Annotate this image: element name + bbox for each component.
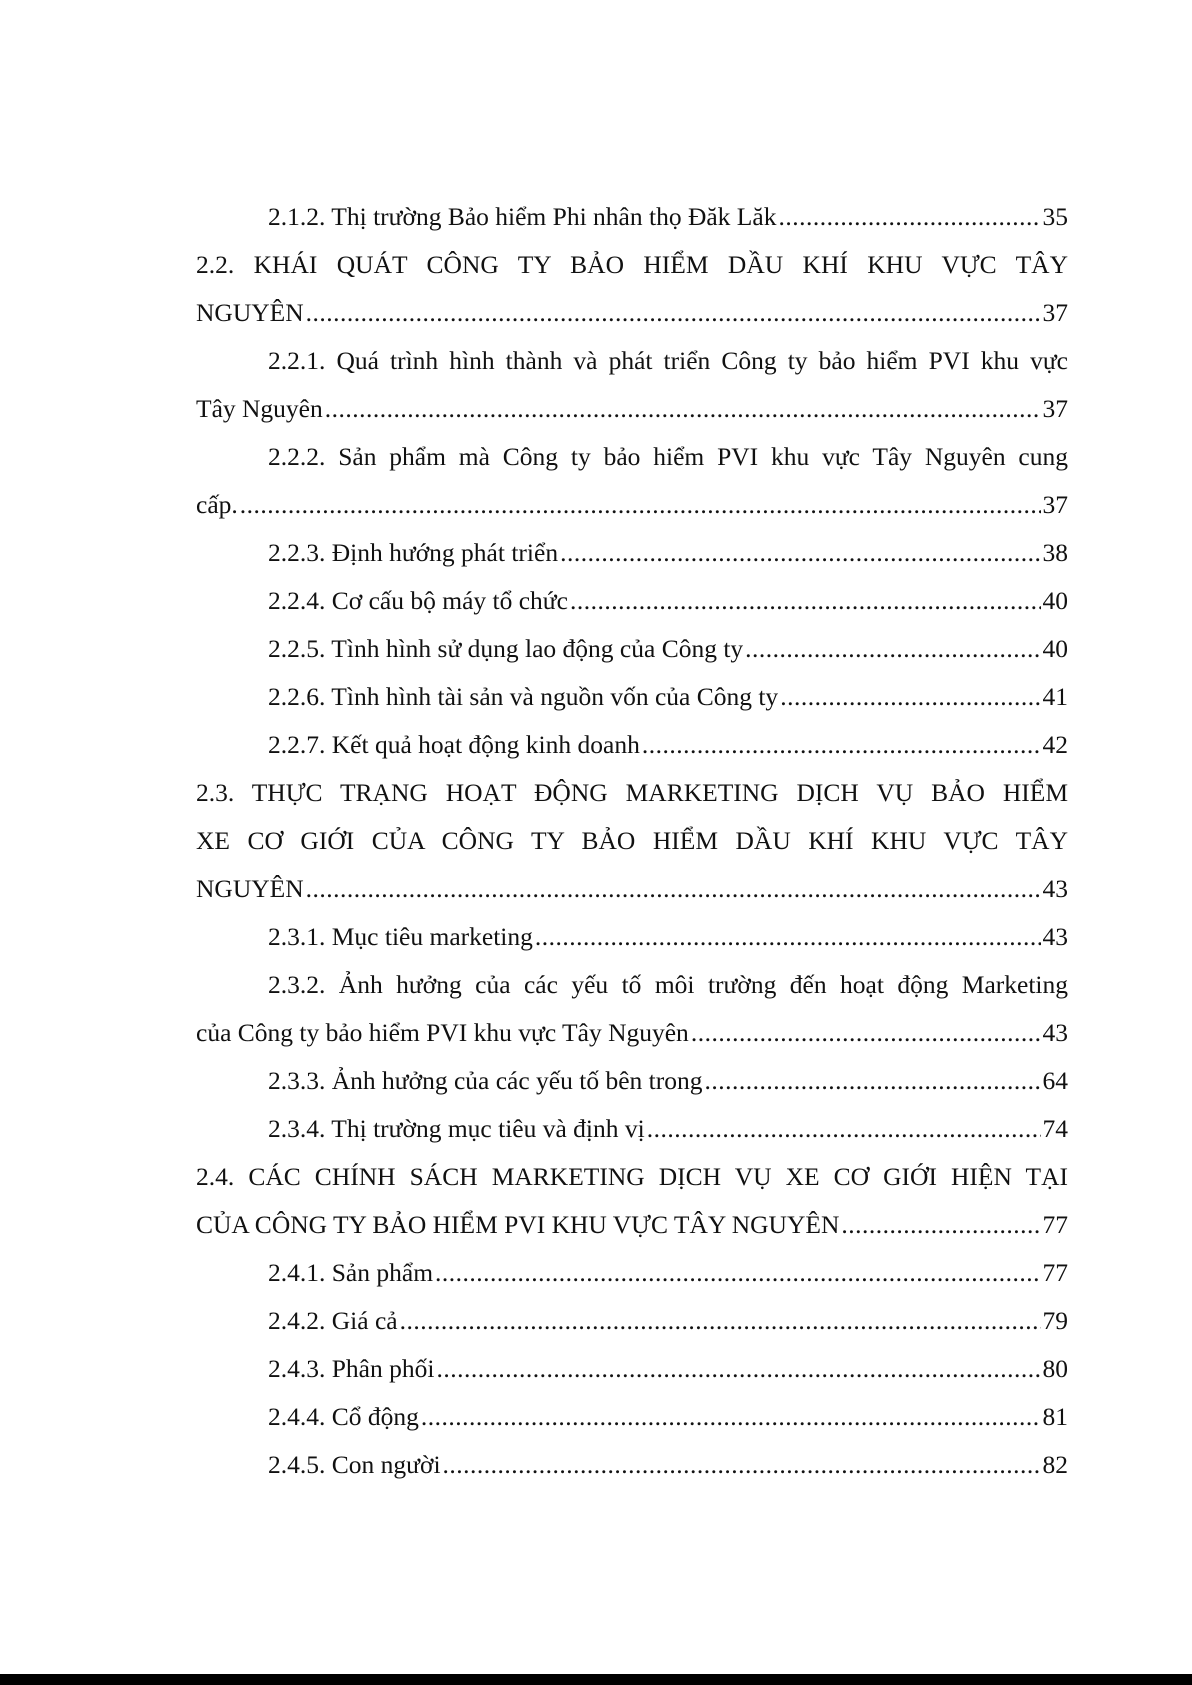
toc-entry-title: CỦA CÔNG TY BẢO HIỂM PVI KHU VỰC TÂY NGUYÊN (196, 1210, 840, 1239)
toc-entry-2-2-line (196, 241, 1068, 289)
toc-leader-dots (745, 625, 1040, 673)
toc-entry-2-2-2-line (196, 433, 1068, 481)
toc-page-number: 43 (1042, 922, 1068, 951)
toc-leader-dots (436, 1345, 1040, 1393)
toc-entry-2-4-5[interactable] (196, 1441, 1068, 1489)
toc-entry-title: 2.2.3. Định hướng phát triển (268, 538, 559, 567)
toc-entry-title: của Công ty bảo hiểm PVI khu vực Tây Nguyên (196, 1018, 689, 1047)
toc-entry-2-3-3[interactable] (196, 1057, 1068, 1105)
toc-entry-title: 2.4.2. Giá cả (268, 1306, 398, 1335)
toc-entry-2-3-line (196, 817, 1068, 865)
toc-entry-2-4-line (196, 1153, 1068, 1201)
toc-entry-2-2-3[interactable] (196, 529, 1068, 577)
toc-page-number: 81 (1042, 1402, 1068, 1431)
toc-page-number: 64 (1042, 1066, 1068, 1095)
toc-entry-title: 2.4.5. Con người (268, 1450, 441, 1479)
table-of-contents (196, 193, 1068, 1489)
toc-leader-dots (306, 865, 1041, 913)
toc-page-number: 43 (1042, 1018, 1068, 1047)
toc-entry-title: Tây Nguyên (196, 394, 323, 423)
toc-entry-2-2-1-line (196, 337, 1068, 385)
toc-entry-title: 2.3.1. Mục tiêu marketing (268, 922, 533, 951)
toc-entry-title: 2.1.2. Thị trường Bảo hiểm Phi nhân thọ Đăk Lăk (268, 202, 777, 231)
toc-leader-dots (443, 1441, 1041, 1489)
toc-page-number: 37 (1042, 298, 1068, 327)
toc-entry-2-4-3[interactable] (196, 1345, 1068, 1393)
toc-entry-2-2-5[interactable] (196, 625, 1068, 673)
toc-leader-dots (435, 1249, 1040, 1297)
toc-entry-2-3-1[interactable] (196, 913, 1068, 961)
toc-page-number: 77 (1042, 1258, 1068, 1287)
toc-page-number: 40 (1042, 586, 1068, 615)
toc-entry-2-2-2[interactable] (196, 481, 1068, 529)
toc-leader-dots (647, 1105, 1041, 1153)
toc-leader-dots (778, 193, 1040, 241)
toc-entry-title: 2.3.4. Thị trường mục tiêu và định vị (268, 1114, 645, 1143)
toc-entry-2-3-2[interactable] (196, 1009, 1068, 1057)
toc-entry-title: 2.4.4. Cổ động (268, 1402, 419, 1431)
page-bottom-border (0, 1674, 1192, 1685)
toc-entry-2-3-4[interactable] (196, 1105, 1068, 1153)
toc-entry-2-4[interactable] (196, 1201, 1068, 1249)
toc-leader-dots (306, 289, 1041, 337)
toc-page-number: 80 (1042, 1354, 1068, 1383)
toc-page-number: 74 (1042, 1114, 1068, 1143)
toc-leader-dots (642, 721, 1041, 769)
toc-entry-title: 2.3. THỰC TRẠNG HOẠT ĐỘNG MARKETING DỊCH VỤ BẢO HIỂM (196, 778, 1068, 807)
toc-entry-title: 2.2.4. Cơ cấu bộ máy tổ chức (268, 586, 568, 615)
toc-leader-dots (421, 1393, 1041, 1441)
toc-leader-dots (325, 385, 1041, 433)
toc-entry-2-4-1[interactable] (196, 1249, 1068, 1297)
toc-entry-title: NGUYÊN (196, 298, 304, 327)
toc-page-number: 42 (1042, 730, 1068, 759)
toc-entry-2-2-6[interactable] (196, 673, 1068, 721)
toc-entry-title: 2.3.2. Ảnh hưởng của các yếu tố môi trường đến hoạt động Marketing (268, 970, 1068, 999)
toc-leader-dots (704, 1057, 1040, 1105)
toc-entry-2-4-4[interactable] (196, 1393, 1068, 1441)
toc-page-number: 37 (1042, 394, 1068, 423)
toc-page-number: 40 (1042, 634, 1068, 663)
toc-page-number: 79 (1042, 1306, 1068, 1335)
toc-page-number: 77 (1042, 1210, 1068, 1239)
toc-page-number: 38 (1042, 538, 1068, 567)
toc-entry-title: 2.4.1. Sản phẩm (268, 1258, 434, 1287)
toc-page-number: 35 (1042, 202, 1068, 231)
toc-entry-title: 2.2.7. Kết quả hoạt động kinh doanh (268, 730, 640, 759)
toc-leader-dots (240, 481, 1041, 529)
toc-entry-title: 2.2.1. Quá trình hình thành và phát triển Công ty bảo hiểm PVI khu vực (268, 346, 1068, 375)
toc-entry-title: 2.3.3. Ảnh hưởng của các yếu tố bên trong (268, 1066, 703, 1095)
toc-entry-2-2-1[interactable] (196, 385, 1068, 433)
toc-entry-2-3-line (196, 769, 1068, 817)
toc-entry-title: 2.4.3. Phân phối (268, 1354, 435, 1383)
toc-entry-2-4-2[interactable] (196, 1297, 1068, 1345)
toc-leader-dots (780, 673, 1040, 721)
toc-entry-2-2-7[interactable] (196, 721, 1068, 769)
toc-entry-title: 2.2.6. Tình hình tài sản và nguồn vốn của Công ty (268, 682, 779, 711)
toc-entry-2-3-2-line (196, 961, 1068, 1009)
toc-leader-dots (570, 577, 1041, 625)
toc-entry-title: 2.2.5. Tình hình sử dụng lao động của Công ty (268, 634, 744, 663)
toc-leader-dots (841, 1201, 1040, 1249)
toc-entry-title: cấp. (196, 490, 238, 519)
toc-leader-dots (691, 1009, 1041, 1057)
toc-entry-2-2-4[interactable] (196, 577, 1068, 625)
toc-entry-2-3[interactable] (196, 865, 1068, 913)
toc-page-number: 82 (1042, 1450, 1068, 1479)
toc-entry-title: 2.2. KHÁI QUÁT CÔNG TY BẢO HIỂM DẦU KHÍ KHU VỰC TÂY (196, 250, 1068, 279)
toc-entry-title: XE CƠ GIỚI CỦA CÔNG TY BẢO HIỂM DẦU KHÍ KHU VỰC TÂY (196, 826, 1068, 855)
toc-entry-title: NGUYÊN (196, 874, 304, 903)
toc-page-number: 37 (1042, 490, 1068, 519)
toc-entry-title: 2.4. CÁC CHÍNH SÁCH MARKETING DỊCH VỤ XE CƠ GIỚI HIỆN TẠI (196, 1162, 1068, 1191)
toc-leader-dots (560, 529, 1040, 577)
toc-entry-2-2[interactable] (196, 289, 1068, 337)
toc-page-number: 41 (1042, 682, 1068, 711)
toc-entry-title: 2.2.2. Sản phẩm mà Công ty bảo hiểm PVI khu vực Tây Nguyên cung (268, 442, 1068, 471)
toc-entry-2-1-2[interactable] (196, 193, 1068, 241)
toc-page-number: 43 (1042, 874, 1068, 903)
toc-leader-dots (400, 1297, 1041, 1345)
toc-leader-dots (535, 913, 1041, 961)
